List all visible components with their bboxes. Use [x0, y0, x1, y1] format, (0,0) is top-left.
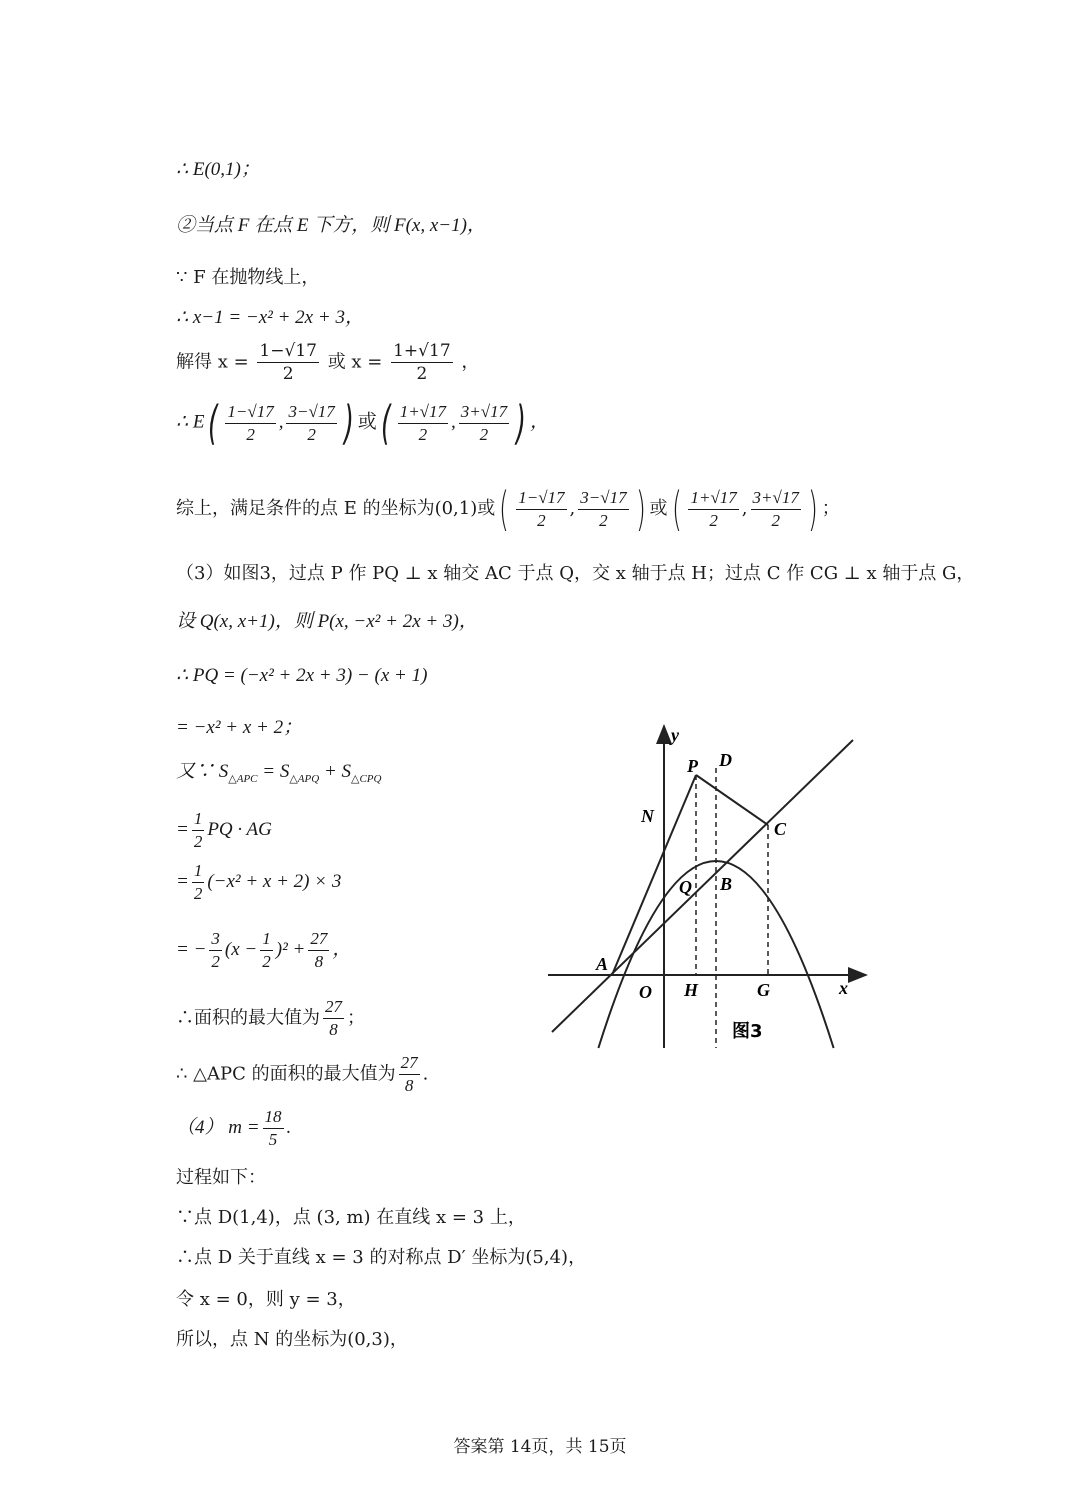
text: ， — [332, 938, 352, 960]
text: (−x² + x + 2) × 3 — [207, 870, 342, 892]
line-pq: ∴ PQ = (−x² + 2x + 3) − (x + 1) — [176, 665, 428, 686]
paren-close: ) — [807, 482, 818, 536]
label-c: C — [774, 819, 787, 839]
fraction — [308, 928, 329, 973]
text: ； — [821, 498, 840, 519]
line-apc-max — [176, 1052, 428, 1097]
label-n: N — [641, 806, 654, 826]
text: = − — [176, 938, 207, 960]
denominator: 8 — [329, 1020, 338, 1039]
label-q: Q — [679, 877, 692, 897]
line-vertex-form — [176, 928, 351, 973]
figure-3 — [540, 720, 880, 1060]
denominator: 2 — [193, 832, 203, 851]
figure-caption: 图3 — [732, 1021, 763, 1042]
denominator: 2 — [416, 364, 428, 384]
label-h: H — [684, 980, 699, 1000]
text: ； — [347, 1007, 365, 1029]
numerator: 27 — [399, 1052, 420, 1075]
numerator: 1 — [260, 928, 273, 951]
line-let-x0: 令 x = 0，则 y = 3， — [176, 1289, 356, 1310]
line-point-d: ∵点 D(1,4)，点 (3, m) 在直线 x = 3 上， — [176, 1207, 526, 1228]
denominator: 2 — [599, 510, 608, 530]
denominator: 2 — [282, 364, 294, 384]
text: 综上，满足条件的点 E 的坐标为(0,1)或 — [176, 498, 496, 519]
label-b: B — [720, 874, 733, 894]
line-solutions — [176, 340, 479, 385]
line-half-times-3 — [176, 860, 341, 905]
line-e-points: ∴ E( $\frac{1-√17}{2}$ , $\frac{3-√17}{2}$ ) 或( $\frac{1+√17}{2}$ , $\frac{3+√17}{2}$ ) ， — [176, 396, 550, 450]
paren-open: ( — [380, 396, 391, 450]
text: . — [286, 1116, 292, 1138]
denominator: 8 — [404, 1076, 414, 1095]
line-case-2: ②当点 F 在点 E 下方，则 F(x, x−1)， — [176, 215, 486, 236]
page-footer: 答案第 14页，共 15页 — [453, 1437, 627, 1457]
line-max-area — [176, 996, 365, 1041]
numerator: 1+√17 — [688, 487, 738, 510]
text: )² + — [275, 938, 306, 960]
text: = — [176, 870, 189, 892]
denominator: 2 — [246, 424, 255, 444]
paren-close: ) — [635, 482, 646, 536]
fraction — [286, 401, 336, 446]
text: 或 — [357, 411, 377, 433]
denominator: 2 — [193, 884, 203, 903]
text: 又∵ S — [176, 761, 229, 782]
fraction — [257, 340, 319, 385]
line-area-sum — [176, 760, 381, 791]
paren-open: ( — [208, 396, 219, 450]
line-point-n: 所以，点 N 的坐标为(0,3)， — [176, 1329, 408, 1350]
denominator: 2 — [709, 510, 718, 530]
line-symmetric: ∴点 D 关于直线 x = 3 的对称点 D′ 坐标为(5,4)， — [176, 1247, 587, 1268]
text: = S — [257, 761, 290, 782]
text: ∴ E — [176, 411, 205, 433]
subscript: △APC — [228, 772, 258, 785]
fraction — [192, 860, 205, 905]
line-part4 — [176, 1106, 291, 1151]
label-g: G — [757, 980, 770, 1000]
numerator: 1+√17 — [398, 401, 448, 424]
paren-close: ) — [343, 396, 354, 450]
fraction — [192, 808, 205, 853]
paren-open: ( — [671, 482, 682, 536]
numerator: 1−√17 — [259, 341, 317, 361]
numerator: 1−√17 — [225, 401, 275, 424]
text: 或 x = — [327, 351, 383, 373]
text: ∴ △APC 的面积的最大值为 — [176, 1063, 396, 1085]
numerator: 1−√17 — [516, 487, 566, 510]
label-p: P — [687, 756, 698, 776]
fraction — [398, 401, 448, 446]
text: . — [422, 1063, 429, 1085]
numerator: 3+√17 — [751, 487, 801, 510]
numerator: 3 — [209, 928, 222, 951]
numerator: 1+√17 — [393, 341, 451, 361]
label-y: y — [671, 725, 679, 745]
numerator: 27 — [323, 996, 344, 1019]
numerator: 3−√17 — [578, 487, 628, 510]
line-pq-simplified: = −x² + x + 2； — [176, 717, 303, 738]
line-e-coord: ∴ E(0,1)； — [176, 159, 260, 180]
text: ， — [461, 351, 480, 373]
fraction — [516, 487, 566, 532]
denominator: 2 — [307, 424, 316, 444]
denominator: 2 — [211, 952, 220, 971]
fraction — [459, 401, 509, 446]
fraction — [391, 340, 453, 385]
denominator: 8 — [314, 952, 324, 971]
fraction — [751, 487, 801, 532]
denominator: 2 — [479, 424, 489, 444]
segment-pc — [696, 775, 768, 825]
text: 或 — [649, 498, 668, 519]
fraction — [323, 996, 344, 1041]
text: PQ · AG — [207, 818, 272, 840]
text: = — [176, 818, 189, 840]
subscript: △APQ — [289, 772, 320, 785]
numerator: 18 — [263, 1106, 284, 1129]
fraction — [260, 928, 273, 973]
line-half-pq — [176, 808, 272, 853]
denominator: 2 — [418, 424, 428, 444]
text: （4） m = — [176, 1116, 260, 1138]
text: (x − — [224, 938, 258, 960]
subscript: △CPQ — [351, 772, 382, 785]
numerator: 1 — [192, 860, 205, 883]
line-equation: ∴ x−1 = −x² + 2x + 3， — [176, 307, 364, 328]
fraction — [225, 401, 275, 446]
text: ∴面积的最大值为 — [176, 1007, 320, 1029]
fraction — [209, 928, 222, 973]
line-process: 过程如下： — [176, 1167, 266, 1188]
line-part3: （3）如图3，过点 P 作 PQ ⊥ x 轴交 AC 于点 Q，交 x 轴于点 H；过点 C 作 CG ⊥ x 轴于点 G， — [176, 563, 975, 584]
fraction — [263, 1106, 284, 1151]
paren-open: ( — [499, 482, 510, 536]
numerator: 3−√17 — [286, 401, 336, 424]
label-a: A — [596, 954, 609, 974]
label-o: O — [639, 982, 652, 1002]
text: 解得 x = — [176, 351, 249, 373]
paren-close: ) — [516, 396, 526, 450]
denominator: 2 — [771, 510, 780, 530]
fraction — [688, 487, 738, 532]
numerator: 27 — [308, 928, 329, 951]
numerator: 3+√17 — [459, 401, 509, 424]
line-ac — [552, 740, 853, 1032]
line-f-on-parabola: ∵ F 在抛物线上， — [176, 267, 320, 288]
denominator: 5 — [268, 1130, 278, 1149]
text: + S — [319, 761, 352, 782]
label-x: x — [839, 978, 848, 998]
fraction — [399, 1052, 420, 1097]
numerator: 1 — [192, 808, 205, 831]
line-let-q: 设 Q(x, x+1)，则 P(x, −x² + 2x + 3)， — [176, 611, 478, 632]
label-d: D — [719, 750, 732, 770]
fraction — [578, 487, 628, 532]
denominator: 2 — [537, 510, 546, 530]
line-summary: 综上，满足条件的点 E 的坐标为(0,1)或( $\frac{1-√17}{2}$ , $\frac{3-√17}{2}$ ) 或( $\frac{1+√17}{2}$ , $\frac{3+√17}{2}$ ) ； — [176, 482, 840, 536]
denominator: 2 — [262, 952, 271, 971]
